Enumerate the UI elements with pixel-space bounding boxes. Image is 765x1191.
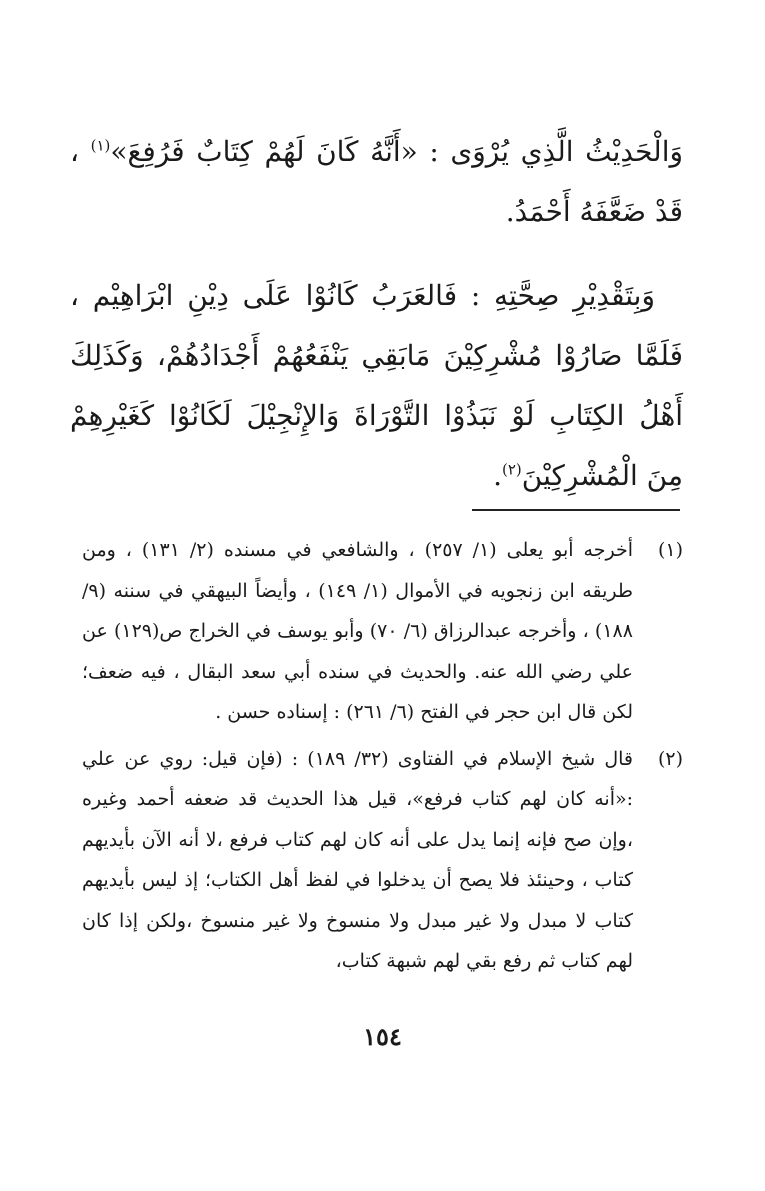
footnotes bbox=[82, 530, 683, 982]
paragraph-2-text: وَبِتَقْدِيْرِ صِحَّتِهِ : فَالعَرَبُ كَانُوْا عَلَى دِيْنِ ابْرَاهِيْم ، فَلَمَّا صَارُوْا مُشْرِكِيْنَ مَابَقِي يَنْفَعُهُمْ أَجْدَادُهُمْ، وَكَذَلِكَ أَهْلُ الكِتَابِ لَوْ نَبَذُوْا التَّوْرَاةَ وَالإِنْجِيْلَ لَكَانُوْا كَغَيْرِهِمْ مِنَ الْمُشْرِكِيْنَ bbox=[70, 279, 683, 492]
footnote-ref-1[interactable]: (١) bbox=[90, 136, 111, 155]
footnote-2 bbox=[82, 739, 683, 982]
footnote-1 bbox=[82, 530, 683, 733]
footnote-1-text: أخرجه أبو يعلى (١/ ٢٥٧) ، والشافعي في مسنده (٢/ ١٣١) ، ومن طريقه ابن زنجويه في الأموال (١/ ١٤٩) ، وأيضاً البيهقي في سننه (٩/ ١٨٨) ، وأخرجه عبدالرزاق (٦/ ٧٠) وأبو يوسف في الخراج ص(١٢٩) عن علي رضي الله عنه. والحديث في سنده أبي سعد البقال ، فيه ضعف؛ لكن قال ابن حجر في الفتح (٦/ ٢٦١) : إسناده حسن . bbox=[82, 539, 633, 723]
paragraph-1-text: وَالْحَدِيْثُ الَّذِي يُرْوَى : «أَنَّهُ كَانَ لَهُمْ كِتَابٌ فَرُفِعَ» bbox=[110, 135, 684, 168]
paragraph-1-text-after: ، قَدْ ضَعَّفَهُ أَحْمَدُ. bbox=[70, 135, 683, 228]
footnote-2-text: قال شيخ الإسلام في الفتاوى (٣٢/ ١٨٩) : (فإن قيل: روي عن علي :«أنه كان لهم كتاب فرفع»، قيل هذا الحديث قد ضعفه أحمد وغيره ،وإن صح فإنه إنما يدل على أنه كان لهم كتاب فرفع ،لا أنه الآن بأيديهم كتاب ، وحينئذ فلا يصح أن يدخلوا في لفظ أهل الكتاب؛ إذ ليس بأيديهم كتاب لا مبدل ولا غير مبدل ولا منسوخ ولا غير منسوخ ،ولكن إذا كان لهم كتاب ثم رفع بقي لهم شبهة كتاب، bbox=[82, 747, 633, 972]
page-number: ١٥٤ bbox=[363, 1022, 402, 1051]
paragraph-2 bbox=[70, 266, 683, 506]
footnote-ref-2[interactable]: (٢) bbox=[501, 460, 522, 479]
paragraph-2-text-after: . bbox=[493, 459, 502, 492]
footnote-2-number: (٢) bbox=[657, 747, 683, 770]
main-text bbox=[70, 122, 683, 530]
footnote-1-number: (١) bbox=[657, 539, 683, 561]
footnote-separator bbox=[472, 509, 680, 511]
paragraph-1 bbox=[70, 122, 683, 242]
